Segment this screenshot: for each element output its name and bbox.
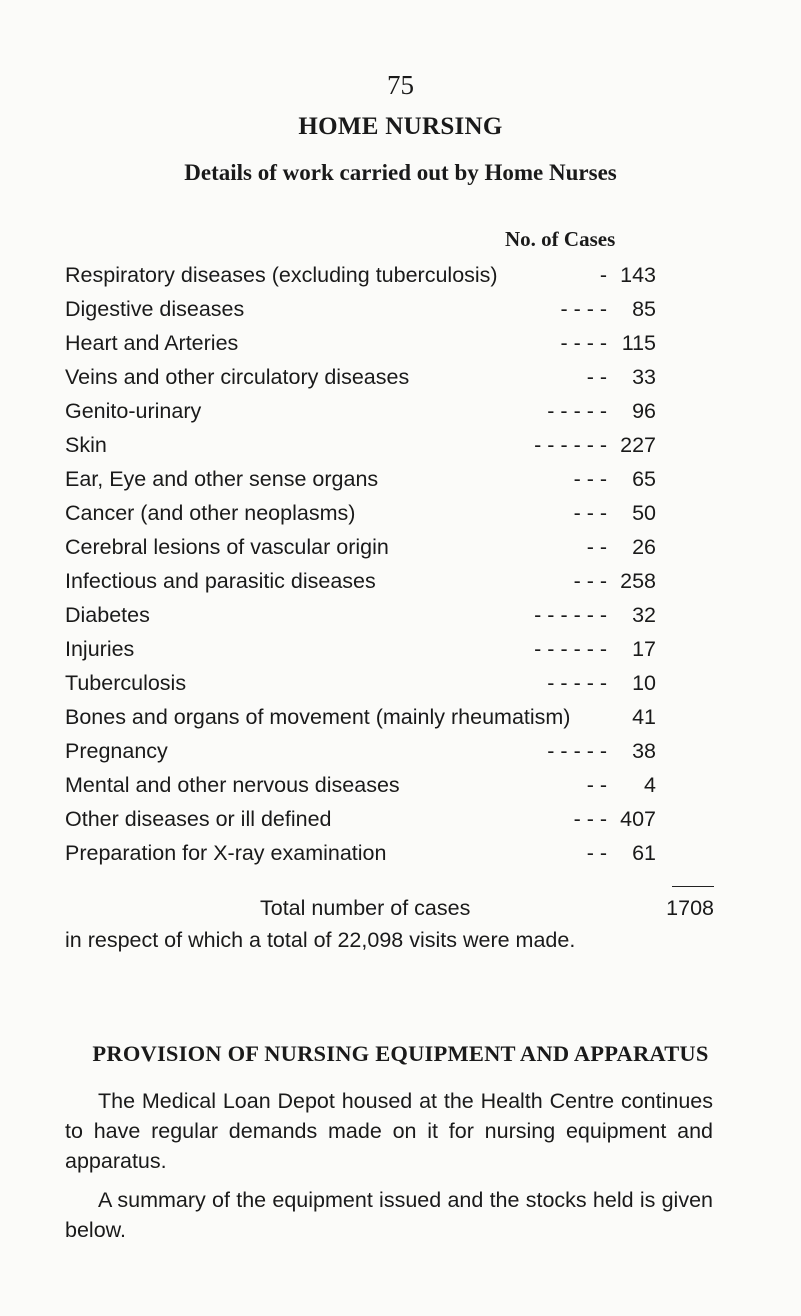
row-value: 10 — [632, 671, 656, 695]
total-value: 1708 — [666, 896, 714, 920]
table-row — [65, 496, 725, 530]
row-label: Mental and other nervous diseases — [65, 773, 400, 797]
row-leader: - - — [586, 841, 607, 865]
row-value: 143 — [620, 263, 656, 287]
row-leader: - - - — [573, 569, 607, 593]
row-leader: - — [599, 263, 607, 287]
row-value: 407 — [620, 807, 656, 831]
row-value: 32 — [632, 603, 656, 627]
row-label: Ear, Eye and other sense organs — [65, 467, 379, 491]
row-leader: - - - — [573, 807, 607, 831]
row-value: 4 — [644, 773, 656, 797]
section-title: PROVISION OF NURSING EQUIPMENT AND APPARATUS — [92, 1041, 709, 1066]
row-leader: - - - - - — [547, 739, 607, 763]
visits-line: in respect of which a total of 22,098 visits were made. — [65, 928, 576, 952]
row-leader: - - - - - — [547, 671, 607, 695]
table-row — [65, 530, 725, 564]
row-label: Injuries — [65, 637, 135, 661]
column-header-cases: No. of Cases — [505, 227, 616, 251]
row-value: 17 — [632, 637, 656, 661]
row-label: Preparation for X-ray examination — [65, 841, 387, 865]
table-row — [65, 326, 725, 360]
table-row — [65, 360, 725, 394]
table-row — [65, 292, 725, 326]
page-number: 75 — [387, 70, 414, 100]
row-leader: - - - - - — [547, 399, 607, 423]
table-row — [65, 564, 725, 598]
row-value: 65 — [632, 467, 656, 491]
row-leader: - - — [586, 773, 607, 797]
row-leader: - - - - — [560, 331, 607, 355]
row-label: Infectious and parasitic diseases — [65, 569, 376, 593]
row-label: Diabetes — [65, 603, 150, 627]
row-label: Cancer (and other neoplasms) — [65, 501, 356, 525]
row-leader: - - - - - - — [534, 603, 607, 627]
row-label: Digestive diseases — [65, 297, 245, 321]
paragraph-1: The Medical Loan Depot housed at the Health Centre continues to have regular demands made on it for nursing equipment and apparatus. — [65, 1089, 713, 1173]
row-label: Respiratory diseases (excluding tuberculosis) — [65, 263, 498, 287]
row-label: Other diseases or ill defined — [65, 807, 332, 831]
page-title: HOME NURSING — [298, 113, 503, 140]
row-value: 85 — [632, 297, 656, 321]
table-row — [65, 836, 725, 870]
row-value: 61 — [632, 841, 656, 865]
table-row — [65, 462, 725, 496]
table-row — [65, 598, 725, 632]
total-label: Total number of cases — [260, 896, 471, 920]
page-subtitle: Details of work carried out by Home Nurses — [184, 160, 617, 185]
table-row — [65, 802, 725, 836]
row-value: 115 — [621, 331, 656, 355]
table-row — [65, 428, 725, 462]
row-leader: - - - - — [560, 297, 607, 321]
row-value: 96 — [632, 399, 656, 423]
table-row — [65, 700, 725, 734]
cases-table — [65, 258, 725, 870]
row-value: 50 — [632, 501, 656, 525]
row-leader: - - - — [573, 501, 607, 525]
table-row — [65, 666, 725, 700]
table-row — [65, 768, 725, 802]
row-leader: - - - - - - — [534, 433, 607, 457]
row-label: Genito-urinary — [65, 399, 202, 423]
row-label: Tuberculosis — [65, 671, 187, 695]
row-label: Pregnancy — [65, 739, 168, 763]
table-row — [65, 632, 725, 666]
total-rule — [672, 886, 714, 887]
row-leader: - - — [586, 535, 607, 559]
row-leader: - - - - - - — [534, 637, 607, 661]
row-label: Cerebral lesions of vascular origin — [65, 535, 389, 559]
row-label: Skin — [65, 433, 107, 457]
table-row — [65, 734, 725, 768]
row-value: 26 — [632, 535, 656, 559]
row-label: Heart and Arteries — [65, 331, 239, 355]
row-value: 38 — [632, 739, 656, 763]
row-value: 33 — [632, 365, 656, 389]
row-label: Veins and other circulatory diseases — [65, 365, 410, 389]
row-value: 227 — [620, 433, 656, 457]
row-leader: - - - — [573, 467, 607, 491]
row-value: 258 — [620, 569, 656, 593]
row-label: Bones and organs of movement (mainly rheumatism) — [65, 705, 571, 729]
row-value: 41 — [632, 705, 656, 729]
table-row — [65, 394, 725, 428]
paragraph-2: A summary of the equipment issued and the stocks held is given below. — [65, 1188, 713, 1242]
table-row — [65, 258, 725, 292]
row-leader: - - — [586, 365, 607, 389]
